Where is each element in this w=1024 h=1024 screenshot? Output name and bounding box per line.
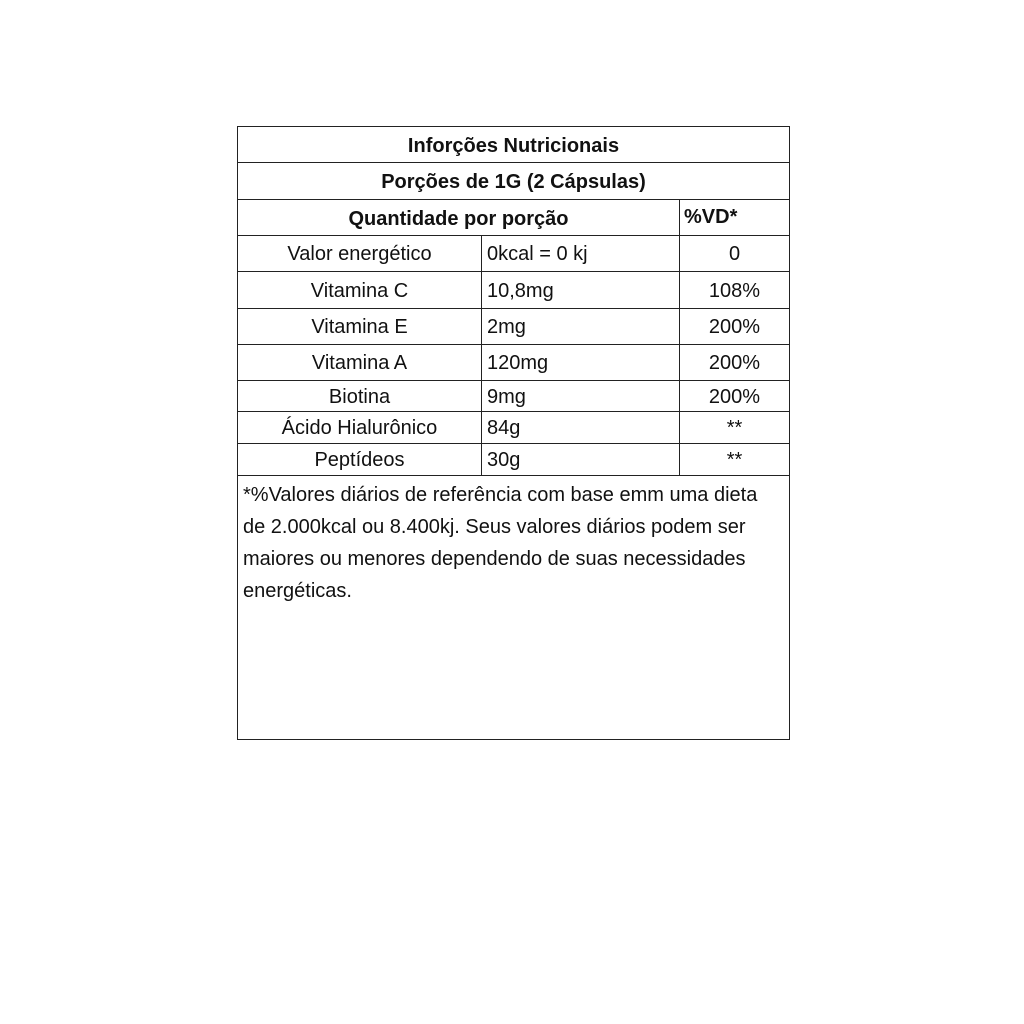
nutrient-daily-value-vitamina-c: 108% <box>708 280 761 302</box>
nutrient-amount-vitamina-a: 120mg <box>482 345 680 380</box>
table-row <box>238 412 789 444</box>
nutrient-name-vitamina-a: Vitamina A <box>238 345 482 380</box>
table-row <box>238 309 789 345</box>
daily-value-header: %VD* <box>684 206 738 228</box>
nutrient-name-vitamina-e: Vitamina E <box>238 309 482 344</box>
quantity-per-serving-header: Quantidade por porção <box>238 200 680 235</box>
nutrient-amount-valor-energetico: 0kcal = 0 kj <box>482 236 680 271</box>
nutrient-amount-vitamina-c: 10,8mg <box>482 272 680 308</box>
table-row <box>238 272 789 309</box>
nutrient-name-vitamina-c: Vitamina C <box>238 272 482 308</box>
table-header-row <box>238 200 789 236</box>
nutrient-amount-peptideos: 30g <box>482 444 680 475</box>
daily-value-footnote: *%Valores diários de referência com base emm uma dieta de 2.000kcal ou 8.400kj. Seus valores diários podem ser maiores ou menores dependendo de suas necessidades energéticas. <box>243 484 758 602</box>
nutrient-name-valor-energetico: Valor energético <box>238 236 482 271</box>
nutrient-amount-vitamina-e: 2mg <box>482 309 680 344</box>
table-title: Inforções Nutricionais <box>238 127 789 163</box>
table-row <box>238 236 789 272</box>
nutrient-daily-value-biotina: 200% <box>708 386 761 408</box>
nutrition-facts-table <box>237 126 790 740</box>
table-row <box>238 444 789 476</box>
nutrient-daily-value-valor-energetico: 0 <box>728 243 741 265</box>
nutrient-amount-biotina: 9mg <box>482 381 680 411</box>
serving-size: Porções de 1G (2 Cápsulas) <box>238 163 789 200</box>
nutrient-daily-value-peptideos: ** <box>726 449 743 471</box>
nutrient-name-peptideos: Peptídeos <box>238 444 482 475</box>
nutrient-name-acido-hialuronico: Ácido Hialurônico <box>238 412 482 443</box>
nutrient-name-biotina: Biotina <box>238 381 482 411</box>
nutrient-daily-value-vitamina-a: 200% <box>708 352 761 374</box>
nutrient-daily-value-acido-hialuronico: ** <box>726 417 743 439</box>
nutrient-amount-acido-hialuronico: 84g <box>482 412 680 443</box>
table-row <box>238 345 789 381</box>
nutrient-daily-value-vitamina-e: 200% <box>708 316 761 338</box>
table-row <box>238 381 789 412</box>
